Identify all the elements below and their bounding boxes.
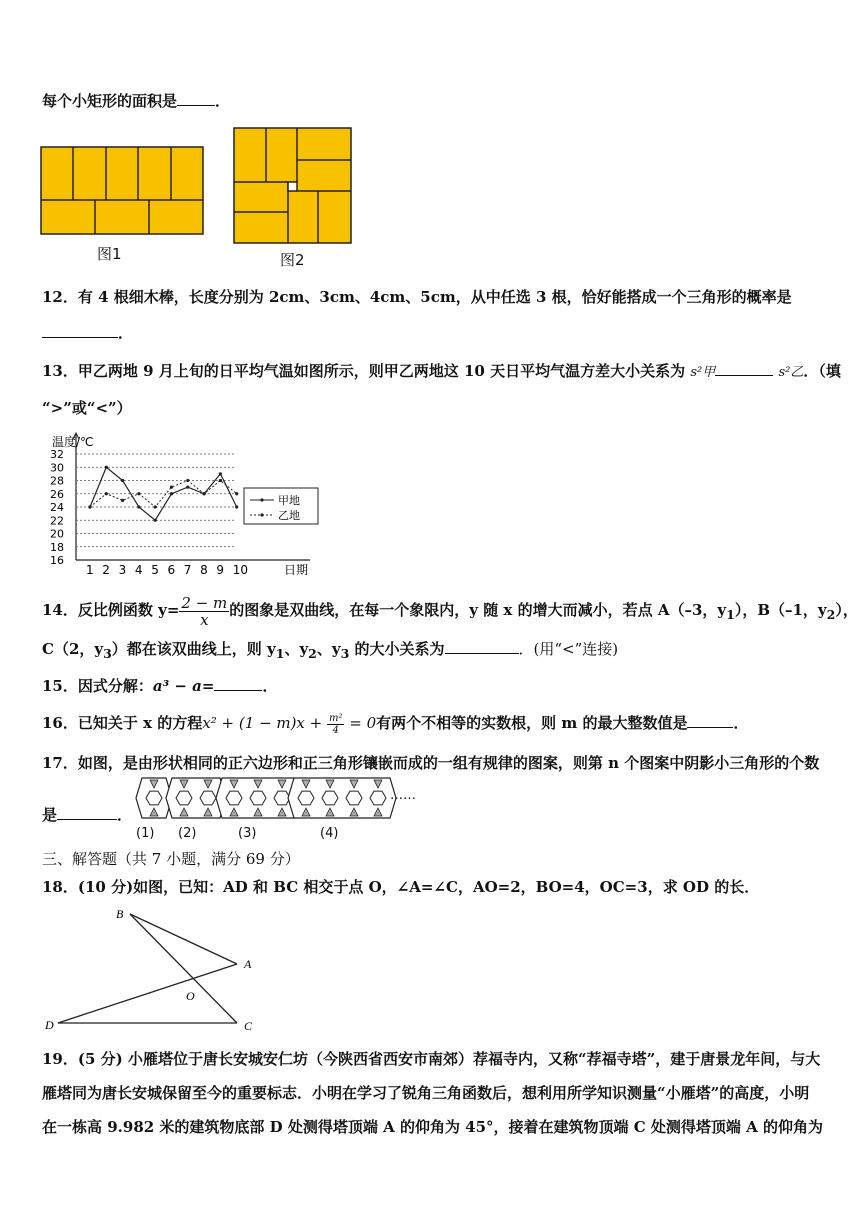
q11-end: ． [215, 92, 231, 110]
q15-expression: a³ − a= [152, 677, 215, 695]
x-tick-label: 4 [134, 563, 143, 577]
q16-equation: x² + (1 − m)x + [202, 714, 327, 732]
fraction-numerator: m² [328, 712, 343, 724]
hexagon [322, 791, 338, 805]
point-a: A [244, 957, 252, 971]
hexagon [146, 791, 162, 805]
answer-blank[interactable] [687, 712, 733, 728]
data-point [105, 492, 108, 495]
fraction-denominator: 4 [332, 724, 339, 736]
legend-label: 乙地 [278, 509, 300, 522]
hexagon-pattern-figures [130, 774, 400, 822]
q14-stem: 14．反比例函数 y= [42, 601, 180, 619]
variance-yi: s²乙 [778, 365, 804, 380]
answer-blank[interactable] [445, 638, 519, 654]
subscript: 2 [308, 646, 317, 661]
data-point [170, 486, 173, 489]
data-point [121, 479, 124, 482]
x-tick-label: 7 [183, 563, 192, 577]
ellipsis: …… [390, 788, 416, 803]
data-point [137, 505, 140, 508]
q14-fraction [179, 595, 229, 628]
q12-text: 12．有 4 根细木棒，长度分别为 2cm、3cm、4cm、5cm，从中任选 3 根，恰好能搭成一个三角形的概率是 [42, 288, 792, 306]
pattern-label-1: (1) [136, 826, 155, 841]
data-point [170, 492, 173, 495]
q17-end: ． [117, 806, 133, 824]
variance-jia: s²甲 [690, 365, 716, 380]
y-tick-label: 28 [50, 474, 64, 488]
data-point [105, 466, 108, 469]
segment-da [58, 964, 237, 1023]
point-b: B [116, 907, 124, 921]
data-point [203, 492, 206, 495]
y-tick-label: 30 [50, 461, 64, 475]
q17-line2 [42, 804, 132, 825]
y-tick-label: 18 [50, 540, 64, 554]
q15-text [42, 675, 277, 696]
x-tick-label: 10 [232, 563, 248, 577]
data-point [186, 479, 189, 482]
x-tick-label: 8 [200, 563, 208, 577]
q14-part-b: 的图象是双曲线，在每一个象限内，y 随 x 的增大而减小，若点 A（–3，y [229, 601, 727, 619]
q19-line1: 19．(5 分) 小雁塔位于唐长安城安仁坊（今陕西省西安市南郊）荐福寺内，又称“荐福寺塔”，建于唐景龙年间，与大 [42, 1050, 821, 1068]
legend-label: 甲地 [278, 494, 300, 507]
fraction-numerator: 2 − m [181, 593, 228, 612]
data-point [235, 505, 238, 508]
q17-text: 17．如图，是由形状相同的正六边形和正三角形镶嵌而成的一组有规律的图案，则第 n 个图案中阴影小三角形的个数 [42, 754, 820, 772]
figure-2-caption: 图2 [280, 251, 305, 269]
data-point [186, 486, 189, 489]
pattern-label-3: (3) [238, 826, 257, 841]
point-o: O [186, 989, 195, 1003]
q13-text [42, 360, 841, 381]
data-point [235, 492, 238, 495]
answer-blank[interactable] [715, 360, 773, 376]
pattern-label-2: (2) [178, 826, 197, 841]
pattern-label-4: (4) [320, 826, 339, 841]
y-tick-label: 20 [50, 527, 64, 541]
q19-line2: 雁塔同为唐长安城保留至今的重要标志．小明在学习了锐角三角函数后，想利用所学知识测量“小雁塔”的高度，小明 [42, 1084, 810, 1102]
data-point [219, 479, 222, 482]
q12-line2 [42, 322, 133, 343]
q13-line2: “>”或“<”） [42, 399, 132, 417]
q14-l2b: ）都在该双曲线上，则 y [111, 640, 276, 658]
q19-line3: 在一栋高 9.982 米的建筑物底部 D 处测得塔顶端 A 的仰角为 45°，接着在建筑物顶端 C 处测得塔顶端 A 的仰角为 [42, 1118, 824, 1136]
q14-part-c: ），B（–1，y [734, 601, 827, 619]
x-tick-label: 5 [151, 563, 159, 577]
q14-l2c: 的大小关系为 [349, 640, 445, 658]
legend-marker [260, 498, 263, 501]
segment-ba [130, 914, 237, 964]
q12-end: ． [118, 324, 134, 342]
x-tick-label: 9 [216, 563, 225, 577]
q13-tail: ．（填 [803, 362, 841, 380]
fraction-denominator: x [200, 610, 209, 629]
subscript: 1 [275, 646, 285, 661]
y-tick-label: 22 [50, 514, 64, 528]
hexagon [346, 791, 362, 805]
y-tick-label: 32 [50, 448, 64, 461]
data-point [219, 472, 222, 475]
hexagon [176, 791, 192, 805]
answer-blank[interactable] [42, 322, 118, 338]
subscript: 1 [726, 607, 735, 622]
q17-l2: 是 [42, 806, 58, 824]
y-tick-label: 16 [50, 554, 64, 567]
q16-fraction [327, 713, 345, 736]
q14-l2d: ．(用“<”连接) [518, 640, 619, 658]
data-point [121, 499, 124, 502]
q14-sep: 、y [284, 640, 309, 658]
q14-part-d: ）， [835, 601, 858, 619]
figure-1-rectangles [40, 146, 204, 236]
x-tick-label: 2 [102, 563, 110, 577]
subscript: 3 [340, 646, 350, 661]
q16-equation-rhs: = 0 [344, 714, 377, 732]
y-axis-label: 温度/℃ [52, 435, 94, 449]
x-tick-label: 6 [167, 563, 176, 577]
q16-text [42, 708, 748, 738]
figure-2-rectangles [233, 127, 353, 245]
answer-blank[interactable] [177, 90, 215, 106]
data-point [154, 519, 157, 522]
data-point [154, 505, 157, 508]
hexagon [298, 791, 314, 805]
hexagon [200, 791, 216, 805]
figure-1-caption: 图1 [97, 245, 122, 263]
point-d: D [45, 1018, 54, 1032]
q15-stem: 15．因式分解： [42, 677, 153, 695]
q11-text [42, 90, 230, 111]
q18-triangle-diagram [40, 902, 270, 1038]
q16-part-b: 有两个不相等的实数根，则 m 的最大整数值是 [376, 714, 688, 732]
x-tick-label: 3 [118, 563, 127, 577]
point-c: C [244, 1019, 253, 1033]
q11-stem: 每个小矩形的面积是 [42, 92, 178, 110]
q14-l2a: C（2，y [42, 640, 104, 658]
data-point [137, 492, 140, 495]
x-tick-label: 1 [86, 563, 94, 577]
answer-blank[interactable] [57, 804, 117, 820]
q16-end: ． [733, 714, 749, 732]
hexagon [370, 791, 386, 805]
q18-text: 18．(10 分)如图，已知：AD 和 BC 相交于点 O，∠A=∠C，AO=2，BO=4，OC=3，求 OD 的长． [42, 878, 760, 896]
legend-marker [260, 513, 263, 516]
section-heading: 三、解答题（共 7 小题，满分 69 分） [42, 850, 300, 868]
subscript: 2 [826, 607, 836, 622]
q15-end: ． [262, 677, 278, 695]
q14-sep: 、y [316, 640, 341, 658]
hexagon [250, 791, 266, 805]
x-axis-label: 日期 [284, 563, 309, 577]
temperature-line-chart [48, 430, 328, 580]
q13-stem: 13．甲乙两地 9 月上旬的日平均气温如图所示，则甲乙两地这 10 天日平均气温方差大小关系为 [42, 362, 686, 380]
hexagon [226, 791, 242, 805]
q14-line2 [42, 638, 618, 661]
q16-stem: 16．已知关于 x 的方程 [42, 714, 203, 732]
y-tick-label: 24 [50, 501, 64, 514]
q14-text [42, 592, 858, 633]
data-point [88, 505, 91, 508]
y-tick-label: 26 [50, 487, 64, 501]
segment-bc [130, 914, 237, 1023]
answer-blank[interactable] [214, 675, 262, 691]
subscript: 3 [103, 646, 112, 661]
